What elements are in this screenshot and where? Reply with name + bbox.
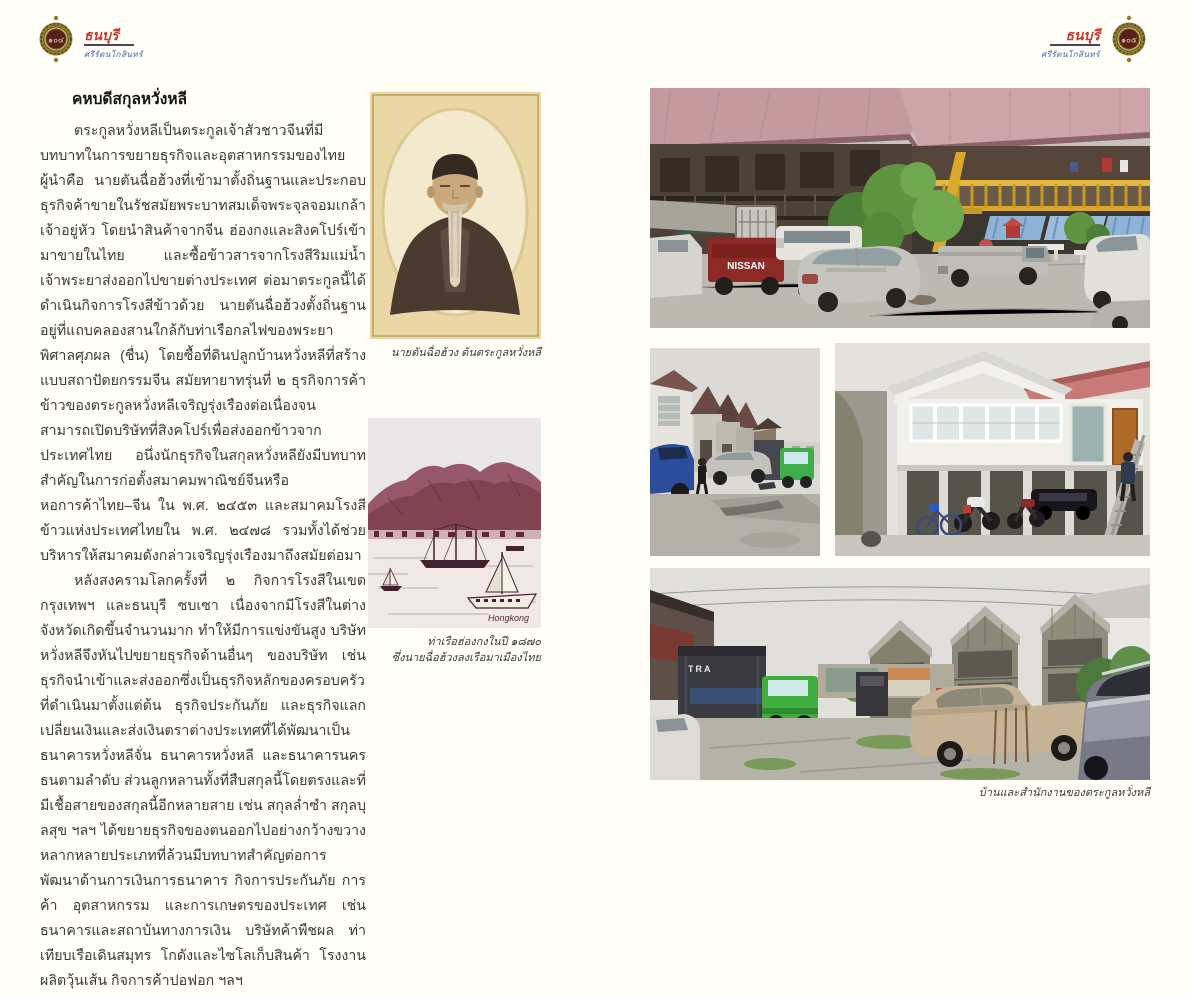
portrait-photo xyxy=(370,92,541,339)
harbor-signature: Hongkong xyxy=(488,613,530,623)
right-page-medallion xyxy=(1112,14,1146,69)
article-paragraph-2: หลังสงครามโลกครั้งที่ ๒ กิจการโรงสีในเขตกรุงเทพฯ และธนบุรี ซบเซา เนื่องจากมีโรงสีในต่างจังหวัดเกิดขึ้นจำนวนมาก ทำให้มีการแข่งขันสูง บริษัทหวั่งหลีจึงหันไปขยายธุรกิจด้านอื่นๆ ของบริษัท เช่น ธุรกิจนำเข้าและส่งออกซึ่งเป็นธุรกิจหลักของครอบครัวที่ดำเนินมาตั้งแต่ต้น ธุรกิจประกันภัย และธุรกิจแลกเปลี่ยนเงินและส่งเงินตราต่างประเทศที่ได้พัฒนาเป็นธนาคารหวั่งหลีจั่น ธนาคารหวั่งหลี และธนาคารนครธนตามลำดับ ส่วนลูกหลานทั้งที่สืบสกุลนี้โดยตรงและที่มีเชื้อสายของสกุลนี้อีกหลายสาย เช่น สกุลล่ำซำ สกุลบุลสุข ฯลฯ ได้ขยายธุรกิจของตนออกไปอย่างกว้างขวางหลากหลายประเภทที่ล้วนมีบทบาทสำคัญต่อการพัฒนาด้านการเงินการธนาคาร กิจการประกันภัย การค้า อุตสาหกรรม และการเกษตรของประเทศ เช่น ธนาคารและสถาบันทางการเงิน บริษัทค้าพืชผล ท่าเทียบเรือเดินสมุทร โกดังและไซโลเก็บสินค้า โรงงานผลิตวุ้นเส้น กิจการค้าปอฟอก ฯลฯ xyxy=(40,573,366,989)
series-subtitle: ศรีรัตนโกสินทร์ xyxy=(1041,50,1100,59)
beard xyxy=(448,210,462,287)
white-car-fragment xyxy=(650,714,700,780)
article-paragraph-1: ตระกูลหวั่งหลีเป็นตระกูลเจ้าสัวชาวจีนที่มีบทบาทในการขยายธุรกิจและอุตสาหกรรมของไทย ผู้นำคือ นายตันฉื่อฮ้วงที่เข้ามาตั้งถิ่นฐานและประกอบธุรกิจค้าขายในรัชสมัยพระบาทสมเด็จพระจุลจอมเกล้าเจ้าอยู่หัว โดยนำสินค้าจากจีน ฮ่องกงและสิงคโปร์เข้ามาขายในไทย และซื้อข้าวสารจากโรงสีริมแม่น้ำเจ้าพระยาส่งออกไปขายต่างประเทศ ต่อมาตระกูลนี้ได้ดำเนินกิจการโรงสีข้าวด้วย นายตันฉื่อฮ้วงตั้งถิ่นฐานอยู่ที่แถบคลองสานใกล้กับท่าเรือกลไฟของพระยาพิศาลศุภผล (ชื่น) โดยซื้อที่ดินปลูกบ้านหวั่งหลีที่สร้างแบบสถาปัตยกรรมจีน สมัยทายาทรุ่นที่ ๒ ธุรกิจการค้าข้าวของตระกูลหวั่งหลีเจริญรุ่งเรืองต่อเนื่องจนสามารถเปิดบริษัทที่สิงคโปร์เพื่อส่งออกข้าวจากประเทศไทย อนึ่งนักธุรกิจในสกุลหวั่งหลียังมีบทบาทสำคัญในการก่อตั้งสมาคมพาณิชย์จีนหรือหอการค้าไทย–จีน ใน พ.ศ. ๒๔๕๓ และสมาคมโรงสีข้าวแห่งประเทศไทยใน พ.ศ. ๒๔๗๘ รวมทั้งได้ช่วยบริหารให้สมาคมดังกล่าวเจริญรุ่งเรืองมาถึงสมัยต่อมา xyxy=(40,123,367,564)
harbor-caption xyxy=(368,634,541,666)
series-subtitle: ศรีรัตนโกสินทร์ xyxy=(84,50,143,59)
warehouse-figure xyxy=(650,568,1150,801)
blue-pickup xyxy=(650,444,694,501)
left-page-medallion xyxy=(39,14,73,69)
window-band xyxy=(911,405,1061,441)
series-rule xyxy=(1050,44,1100,46)
courtyard-photo xyxy=(650,88,1150,328)
stilt-house-photo xyxy=(835,343,1150,556)
right-series-mark xyxy=(1038,28,1100,61)
series-title: ธนบุรี xyxy=(84,27,119,43)
dark-trailer xyxy=(678,646,766,724)
right-page-number: ๑๐๕ xyxy=(1120,35,1138,45)
portrait-caption: นายตันฉื่อฮ้วง ต้นตระกูลหวั่งหลี xyxy=(390,347,541,359)
harbor-figure xyxy=(368,418,541,666)
stilt-house-figure xyxy=(835,343,1150,556)
glass-door xyxy=(1071,405,1105,463)
medallion-icon xyxy=(39,14,73,64)
warehouse-caption: บ้านและสำนักงานของตระกูลหวั่งหลี xyxy=(978,787,1150,799)
warehouse-photo xyxy=(650,568,1150,780)
left-page-number: ๑๐๔ xyxy=(47,35,65,45)
harbor-caption-line1: ท่าเรือฮ่องกงในปี ๑๘๗๐ xyxy=(427,636,541,648)
courtyard-figure xyxy=(650,88,1150,328)
street-figure xyxy=(650,348,820,556)
harbor-painting xyxy=(368,418,541,628)
series-rule xyxy=(84,44,134,46)
truck-brand-label: NISSAN xyxy=(727,261,765,272)
medallion-icon xyxy=(1112,14,1146,64)
street-photo xyxy=(650,348,820,556)
distant-boat xyxy=(506,546,524,551)
portrait-figure xyxy=(370,92,541,361)
white-hatchback xyxy=(1084,234,1150,309)
harbor-caption-line2: ซึ่งนายฉื่อฮ้วงลงเรือมาเมืองไทย xyxy=(391,652,541,664)
ground xyxy=(835,535,1150,556)
article-heading: คหบดีสกุลหวั่งหลี xyxy=(72,91,188,108)
article-column xyxy=(40,86,366,994)
left-series-mark xyxy=(84,28,154,61)
grey-canopy xyxy=(650,200,746,234)
series-title: ธนบุรี xyxy=(1065,27,1100,43)
spirit-house xyxy=(1006,226,1020,238)
trailer-text-label: TRA xyxy=(688,664,713,674)
